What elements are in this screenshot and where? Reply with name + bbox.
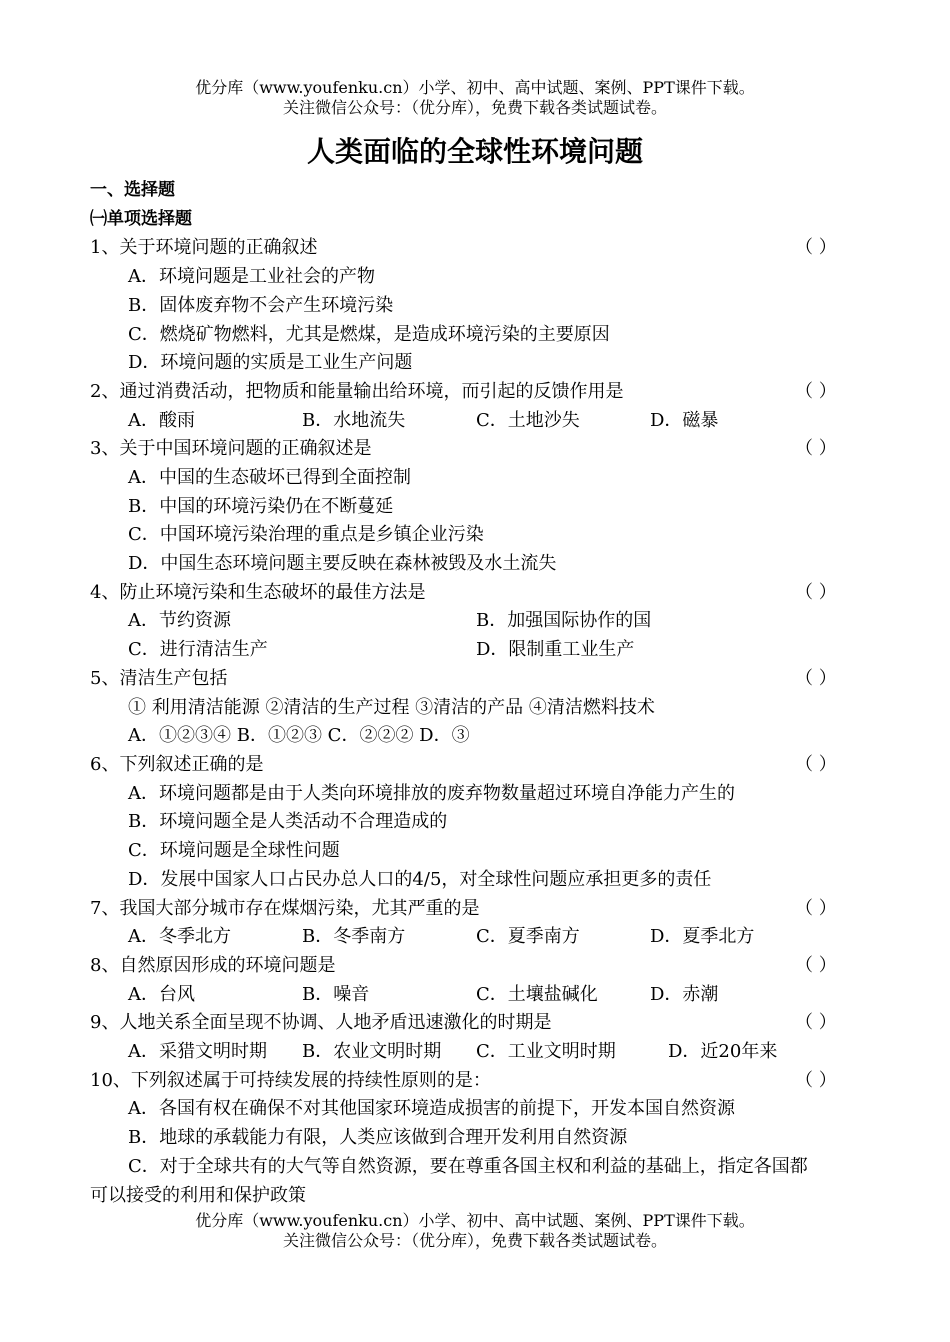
option-row: [0, 721, 950, 750]
option-b: B．冬季南方: [302, 926, 406, 947]
option-row: [0, 922, 950, 951]
question-1: [0, 233, 950, 262]
option-row: [0, 980, 950, 1009]
option-a: A．酸雨: [128, 410, 195, 431]
option-row: [0, 492, 950, 521]
answer-blank: （ ）: [795, 438, 837, 459]
question-8: [0, 951, 950, 980]
answer-blank: （ ）: [795, 898, 837, 919]
section-label: 一、选择题: [90, 180, 175, 200]
statement-row: [0, 693, 950, 722]
subsection-label: ㈠单项选择题: [90, 209, 192, 229]
question-4: [0, 578, 950, 607]
answer-blank: （ ）: [795, 237, 837, 258]
option-b: B．地球的承载能力有限，人类应该做到合理开发利用自然资源: [128, 1127, 628, 1148]
question-stem: 8、自然原因形成的环境问题是: [90, 955, 336, 976]
option-row: [0, 1123, 950, 1152]
option-row: [0, 807, 950, 836]
option-c: C．进行清洁生产: [128, 639, 268, 660]
option-a: A．冬季北方: [128, 926, 231, 947]
option-d: D．磁暴: [650, 410, 719, 431]
option-row: [0, 1037, 950, 1066]
page-title: 人类面临的全球性环境问题: [306, 135, 643, 168]
option-d: D．中国生态环境问题主要反映在森林被毁及水土流失: [128, 553, 557, 574]
question-stem: 10、下列叙述属于可持续发展的持续性原则的是：: [90, 1070, 491, 1091]
option-b: B．中国的环境污染仍在不断蔓延: [128, 496, 394, 517]
answer-blank: （ ）: [795, 381, 837, 402]
question-10: [0, 1066, 950, 1095]
option-c-continued: 可以接受的利用和保护政策: [90, 1185, 306, 1206]
option-row: [0, 865, 950, 894]
answer-blank: （ ）: [795, 955, 837, 976]
question-7: [0, 894, 950, 923]
option-c: C．土地沙失: [476, 410, 580, 431]
option-row: [0, 463, 950, 492]
footer-line-2: 关注微信公众号：（优分库），免费下载各类试题试卷。: [282, 1231, 667, 1250]
option-row: [0, 549, 950, 578]
option-row: [0, 1094, 950, 1123]
option-d: D．环境问题的实质是工业生产问题: [128, 352, 413, 373]
option-row: [0, 520, 950, 549]
question-stem: 6、下列叙述正确的是: [90, 754, 264, 775]
option-d: D．赤潮: [650, 984, 719, 1005]
option-a: A．中国的生态破坏已得到全面控制: [128, 467, 411, 488]
question-3: [0, 434, 950, 463]
question-2: [0, 377, 950, 406]
subsection-heading: [0, 205, 950, 234]
option-d: D．发展中国家人口占民办总人口的4/5，对全球性问题应承担更多的责任: [128, 869, 712, 890]
answer-blank: （ ）: [795, 1070, 837, 1091]
option-row: [0, 406, 950, 435]
option-c: C．环境问题是全球性问题: [128, 840, 340, 861]
answer-blank: （ ）: [795, 668, 837, 689]
option-row: [0, 1181, 950, 1210]
option-a: A．节约资源: [128, 610, 231, 631]
option-row: [0, 262, 950, 291]
question-5: [0, 664, 950, 693]
option-c: C．工业文明时期: [476, 1041, 616, 1062]
option-row: [0, 320, 950, 349]
option-b: B．水地流失: [302, 410, 406, 431]
question-stem: 7、我国大部分城市存在煤烟污染，尤其严重的是: [90, 898, 480, 919]
question-stem: 2、通过消费活动，把物质和能量输出给环境，而引起的反馈作用是: [90, 381, 624, 402]
header-line-2: 关注微信公众号：（优分库），免费下载各类试题试卷。: [282, 98, 667, 117]
option-b: B．固体废弃物不会产生环境污染: [128, 295, 394, 316]
option-row: [0, 836, 950, 865]
answer-blank: （ ）: [795, 1012, 837, 1033]
answer-blank: （ ）: [795, 754, 837, 775]
option-row: [0, 1152, 950, 1181]
option-c: C．中国环境污染治理的重点是乡镇企业污染: [128, 524, 484, 545]
option-a: A．采猎文明时期: [128, 1041, 267, 1062]
question-6: [0, 750, 950, 779]
option-row: [0, 779, 950, 808]
option-c: C．燃烧矿物燃料，尤其是燃煤，是造成环境污染的主要原因: [128, 324, 610, 345]
option-row: [0, 291, 950, 320]
question-9: [0, 1008, 950, 1037]
option-a: A．各国有权在确保不对其他国家环境造成损害的前提下，开发本国自然资源: [128, 1098, 735, 1119]
question-stem: 9、人地关系全面呈现不协调、人地矛盾迅速激化的时期是: [90, 1012, 552, 1033]
option-d: D．限制重工业生产: [476, 639, 635, 660]
option-row: [0, 348, 950, 377]
option-a: A．环境问题是工业社会的产物: [128, 266, 375, 287]
option-b: B．农业文明时期: [302, 1041, 442, 1062]
option-b: B．环境问题全是人类活动不合理造成的: [128, 811, 448, 832]
answer-blank: （ ）: [795, 582, 837, 603]
option-a: A．环境问题都是由于人类向环境排放的废弃物数量超过环境自净能力产生的: [128, 783, 735, 804]
option-c: C．土壤盐碱化: [476, 984, 598, 1005]
section-heading: [0, 176, 950, 205]
option-c: C．夏季南方: [476, 926, 580, 947]
option-c: C．对于全球共有的大气等自然资源，要在尊重各国主权和利益的基础上，指定各国都: [128, 1156, 808, 1177]
option-row: [0, 606, 950, 635]
question-stem: 1、关于环境问题的正确叙述: [90, 237, 318, 258]
footer-line-1: 优分库（www.youfenku.cn）小学、初中、高中试题、案例、PPT课件下载。: [195, 1211, 755, 1230]
question-stem: 5、清洁生产包括: [90, 668, 228, 689]
header-line-1: 优分库（www.youfenku.cn）小学、初中、高中试题、案例、PPT课件下载。: [195, 78, 755, 97]
option-d: D．夏季北方: [650, 926, 755, 947]
statement-list: ① 利用清洁能源 ②清洁的生产过程 ③清洁的产品 ④清洁燃料技术: [128, 697, 655, 718]
question-stem: 4、防止环境污染和生态破坏的最佳方法是: [90, 582, 426, 603]
option-a: A．台风: [128, 984, 195, 1005]
option-row: [0, 635, 950, 664]
option-b: B．加强国际协作的国: [476, 610, 652, 631]
option-group: A．①②③④ B．①②③ C．②②② D．③: [128, 725, 470, 746]
option-b: B．噪音: [302, 984, 370, 1005]
question-stem: 3、关于中国环境问题的正确叙述是: [90, 438, 372, 459]
option-d: D．近20年来: [668, 1041, 778, 1062]
